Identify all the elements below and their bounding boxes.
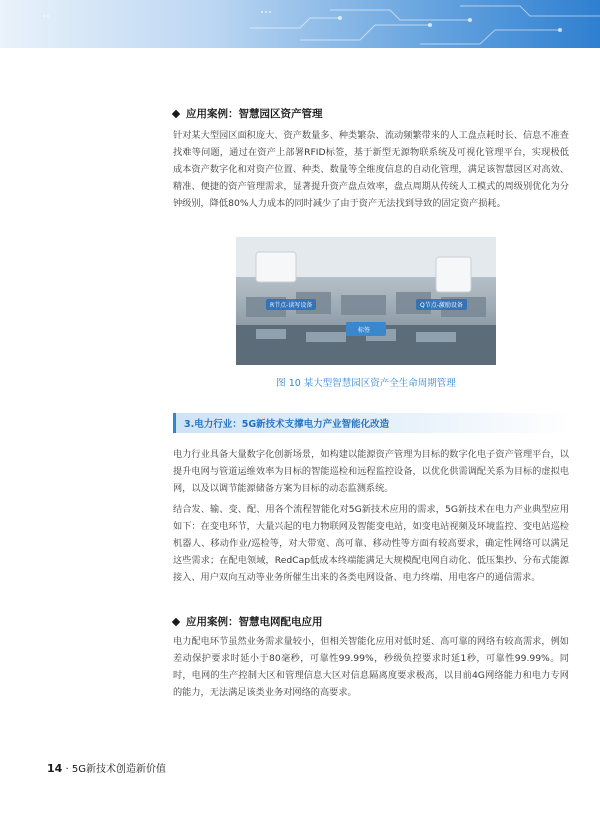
figure-label-exciter: Q节点-激励设备 [416, 299, 467, 310]
case-heading-park-asset [173, 106, 323, 121]
section-title-bar [173, 413, 571, 433]
diamond-bullet-icon [172, 617, 180, 625]
power-industry-paragraph-2: 结合发、输、变、配、用各个流程智能化对5G新技术应用的需求，5G新技术在电力产业典型应用如下：在变电环节，大量兴起的电力物联网及智能变电站，如变电站视频及环境监控、变电站巡检机器人、移动作业/巡检等，对大带宽、高可靠、移动性等方面有较高要求，确定性网络可以满足这些需求；在配电领域，RedCap低成本终端能满足大规模配电网自动化、低压集抄、分布式能源接入、用户双向互动等业务所催生出来的各类电网设备、电力终端、用电客户的通信需求。 [173, 504, 569, 583]
diamond-bullet-icon [172, 109, 180, 117]
page-number: 14 [47, 762, 63, 775]
case-heading-grid [173, 614, 323, 629]
figure-caption: 图 10 某大型智慧园区资产全生命周期管理 [276, 378, 456, 389]
circuit-pattern-icon [0, 0, 600, 48]
park-asset-figure [236, 237, 496, 365]
power-industry-paragraph-1: 电力行业具备大量数字化创新场景，如构建以能源资产管理为目标的数字化电子资产管理平台，以提升电网与管道运维效率为目标的智能巡检和远程监控设备，以优化供需调配关系为目标的虚拟电网，以及以调节能源储备方案为目标的动态监测系统。 [173, 449, 569, 494]
case-heading-text: 应用案例：智慧园区资产管理 [186, 108, 323, 120]
grid-distribution-paragraph: 电力配电环节虽然业务需求量较小，但相关智能化应用对低时延、高可靠的网络有较高需求，例如差动保护要求时延小于80毫秒，可靠性99.99%，秒级负控要求时延1秒，可靠性99.99%。同时，电网的生产控制大区和管理信息大区对信息隔离度要求极高，以目前4G网络能力和电力专网的能力，无法满足该类业务对网络的高要求。 [173, 636, 569, 698]
section-title: 3.电力行业：5G新技术支撑电力产业智能化改造 [184, 419, 390, 430]
figure-label-reader: R节点-读写设备 [266, 299, 316, 310]
footer-title: 5G新技术创造新价值 [71, 764, 166, 775]
header-banner [0, 0, 600, 48]
page-footer [47, 760, 166, 775]
figure-label-tag: 标签 [358, 327, 371, 334]
footer-separator: · [65, 764, 69, 775]
park-asset-paragraph: 针对某大型园区面积庞大、资产数量多、种类繁杂、流动频繁带来的人工盘点耗时长、信息不准查找难等问题，通过在资产上部署RFID标签，基于新型无源物联系统及可视化管理平台，实现极低成本资产数字化和对资产位置、种类、数量等全维度信息的自动化管理，满足该智慧园区对高效、精准、便捷的资产管理需求，显著提升资产盘点效率，盘点周期从传统人工模式的周级别优化为分钟级别，降低80%人力成本的同时减少了由于资产无法找到导致的固定资产损耗。 [173, 130, 569, 209]
case-heading-text: 应用案例：智慧电网配电应用 [186, 616, 323, 628]
